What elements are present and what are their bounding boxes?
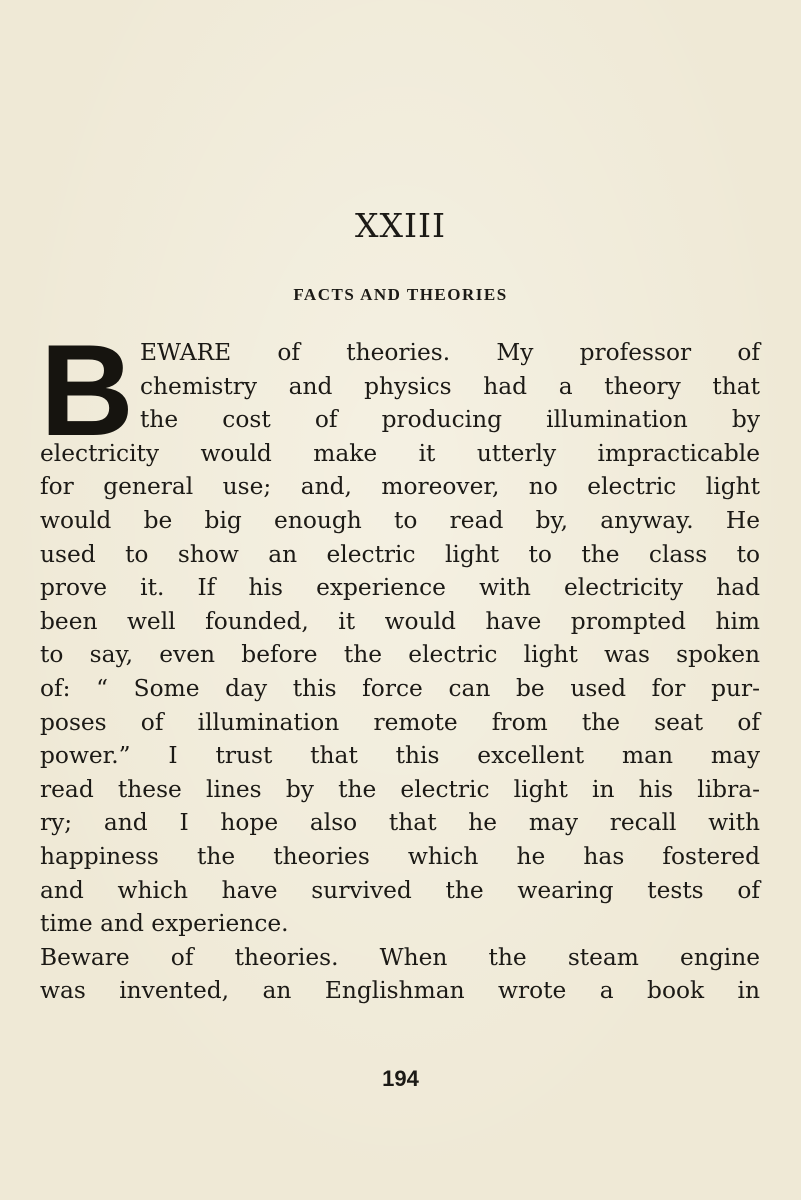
text-line: happiness the theories which he has fostered xyxy=(40,842,760,870)
text-line: would be big enough to read by, anyway. He xyxy=(40,506,760,534)
text-line: of: “ Some day this force can be used for pur- xyxy=(40,674,760,702)
text-line: read these lines by the electric light in his libra- xyxy=(40,775,760,803)
text-line: chemistry and physics had a theory that xyxy=(140,372,760,400)
text-line: EWARE of theories. My professor of xyxy=(140,339,760,366)
text-line: was invented, an Englishman wrote a book in xyxy=(40,977,760,1005)
text-line: used to show an electric light to the class to xyxy=(40,540,760,568)
text-line: for general use; and, moreover, no electric light xyxy=(40,473,760,501)
chapter-number: XXIII xyxy=(354,206,447,245)
text-line: time and experience. xyxy=(40,910,289,938)
paragraph-2 xyxy=(40,941,760,1008)
text-line: and which have survived the wearing tests of xyxy=(40,876,760,904)
page-number: 194 xyxy=(382,1066,419,1091)
text-line: poses of illumination remote from the seat of xyxy=(40,708,760,736)
body-text xyxy=(40,336,760,1008)
text-line: electricity would make it utterly impracticable xyxy=(40,439,760,467)
text-line: ry; and I hope also that he may recall with xyxy=(40,809,760,837)
chapter-title: FACTS AND THEORIES xyxy=(293,285,508,304)
drop-cap: B xyxy=(40,340,134,440)
text-line: Beware of theories. When the steam engine xyxy=(40,943,760,971)
paragraph-1 xyxy=(40,336,760,941)
text-line: the cost of producing illumination by xyxy=(140,406,760,434)
text-line: been well founded, it would have prompted him xyxy=(40,607,760,635)
text-line: power.” I trust that this excellent man may xyxy=(40,742,760,770)
text-line: prove it. If his experience with electricity had xyxy=(40,574,760,602)
text-line: to say, even before the electric light was spoken xyxy=(40,641,760,669)
